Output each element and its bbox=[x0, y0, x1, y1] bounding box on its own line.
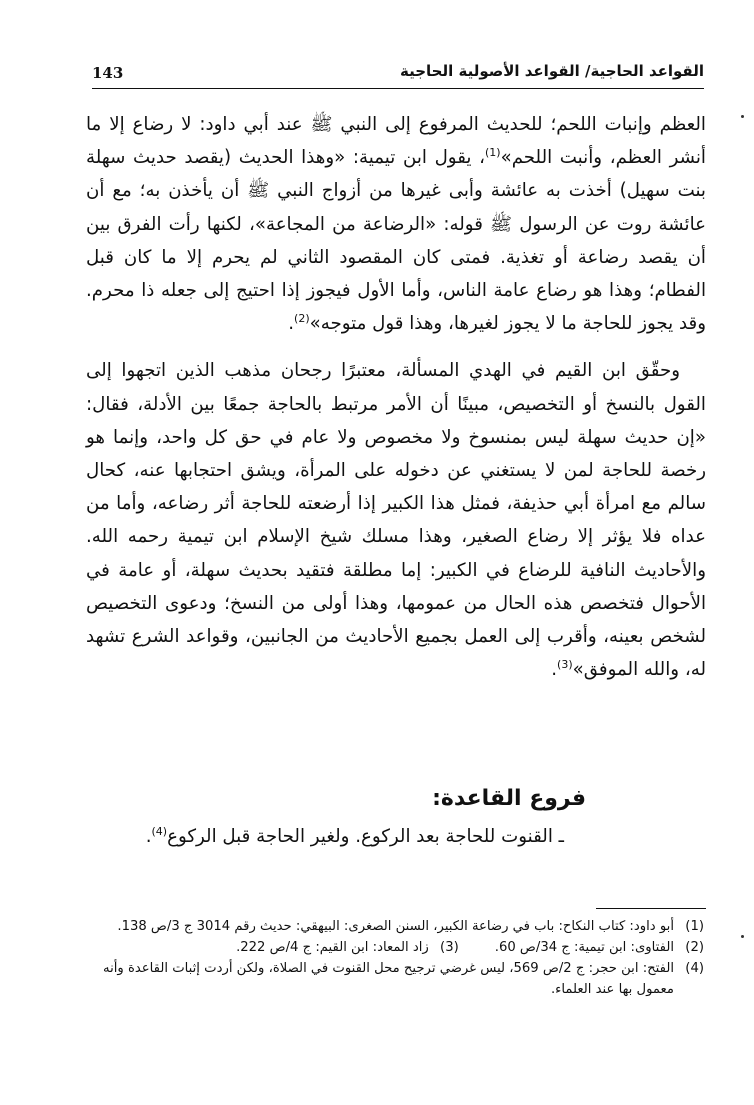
main-text bbox=[86, 108, 706, 686]
footnote-3 bbox=[236, 937, 459, 958]
margin-dot bbox=[741, 935, 744, 938]
footnote-ref-2: (2) bbox=[294, 312, 310, 326]
branch-item-end: . bbox=[145, 826, 152, 847]
footnote-ref-1: (1) bbox=[484, 146, 501, 160]
page-number: 143 bbox=[92, 64, 124, 82]
branch-item-text: ـ القنوت للحاجة بعد الركوع. ولغير الحاجة قبل الركوع bbox=[167, 826, 564, 847]
footnote-2-text: الفتاوى: ابن تيمية: ج 34/ص 60. bbox=[494, 940, 674, 955]
footnote-ref-3: (3) bbox=[557, 658, 573, 672]
footnote-separator bbox=[596, 908, 706, 909]
footnote-4-text: الفتح: ابن حجر: ج 2/ص 569، ليس غرضي ترجيح محل القنوت في الصلاة، ولكن أردت إثبات القاعدة وأنه معمول بها عند العلماء. bbox=[103, 961, 674, 997]
footnote-ref-4: (4) bbox=[151, 824, 168, 838]
footnote-1-text: أبو داود: كتاب النكاح: باب في رضاعة الكبير، السنن الصغرى: البيهقي: حديث رقم 3014 ج 3/ص 138. bbox=[117, 919, 674, 934]
footnote-1 bbox=[92, 916, 704, 937]
section-heading: فروع القاعدة: bbox=[432, 786, 586, 811]
footnote-2-number: (2) bbox=[685, 940, 704, 955]
footnotes bbox=[92, 916, 704, 1000]
footnote-2 bbox=[495, 937, 704, 958]
margin-dot bbox=[741, 115, 744, 118]
footnote-4-number: (4) bbox=[685, 961, 704, 976]
paragraph-1 bbox=[86, 108, 706, 340]
paragraph-1-text-c: . bbox=[288, 313, 295, 335]
footnote-3-number: (3) bbox=[440, 940, 459, 955]
footnotes-row-2-3 bbox=[92, 937, 704, 958]
running-title: القواعد الحاجية/ القواعد الأصولية الحاجية bbox=[400, 62, 704, 80]
branch-item bbox=[146, 826, 564, 847]
paragraph-1-text-a: العظم وإنبات اللحم؛ للحديث المرفوع إلى النبي ﷺ عند أبي داود: لا رضاع إلا ما أنشر العظم، وأنبت اللحم» bbox=[86, 114, 706, 169]
footnote-3-text: زاد المعاد: ابن القيم: ج 4/ص 222. bbox=[236, 940, 429, 955]
footnote-1-number: (1) bbox=[685, 919, 704, 934]
paragraph-1-text-b: ، يقول ابن تيمية: «وهذا الحديث (يقصد حديث سهلة بنت سهيل) أخذت به عائشة وأبى غيرها من أزواج النبي ﷺ أن يأخذن به؛ مع أن عائشة روت عن الرسول ﷺ قوله: «الرضاعة من المجاعة»، لكنها رأت الفرق بين أن يقصد رضاعة أو تغذية. فمتى كان المقصود الثاني لم يحرم إلا ما كان قبل الفطام؛ وهذا هو رضاع عامة الناس، وأما الأول فيجوز إذا احتيج إلى جعله ذا محرم. وقد يجوز للحاجة ما لا يجوز لغيرها، وهذا قول متوجه» bbox=[86, 147, 706, 335]
paragraph-2-text-a: وحقّق ابن القيم في الهدي المسألة، معتبرًا رجحان مذهب الذين اتجهوا إلى القول بالنسخ أو التخصيص، مبينًا أن الأمر مرتبط بالحاجة جمعًا بين الأدلة، فقال: «إن حديث سهلة ليس بمنسوخ ولا مخصوص ولا عام في حق كل واحد، وإنما هو رخصة للحاجة لمن لا يستغني عن دخوله على المرأة، ويشق احتجابها عنه، كحال سالم مع امرأة أبي حذيفة، فمثل هذا الكبير إذا أرضعته للحاجة أثر رضاعه، وأما من عداه فلا يؤثر إلا رضاع الصغير، وهذا مسلك شيخ الإسلام ابن تيمية رحمه الله. والأحاديث النافية للرضاع في الكبير: إما مطلقة فتقيد بحديث سهلة، أو عامة في الأحوال فتخصص هذه الحال من عمومها، وهذا أولى من النسخ؛ ودعوى التخصيص لشخص بعينه، وأقرب إلى العمل بجميع الأحاديث من الجانبين، وقواعد الشرع تشهد له، والله الموفق» bbox=[86, 360, 706, 681]
paragraph-2 bbox=[86, 354, 706, 686]
footnote-4 bbox=[92, 958, 704, 1000]
page-header bbox=[92, 58, 704, 89]
paragraph-2-text-b: . bbox=[551, 659, 558, 681]
